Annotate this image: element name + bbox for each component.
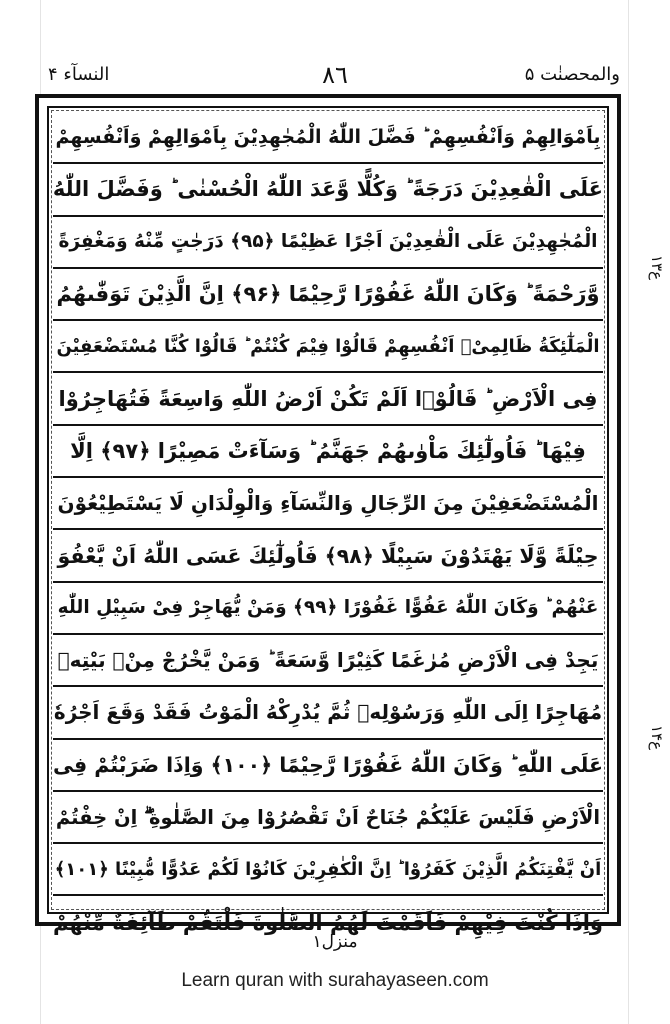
- verse-line: [53, 740, 603, 792]
- site-credit: Learn quran with surahayaseen.com: [181, 970, 489, 991]
- verse-line-text: الْمُسْتَضْعَفِیْنَ مِنَ الرِّجَالِ وَالنِّسَآءِ وَالْوِلْدَانِ لَا یَسْتَطِیْعُوْنَ: [57, 491, 599, 516]
- verse-line: [53, 844, 603, 896]
- verse-line: [53, 321, 603, 373]
- verse-line-text: الْمُجٰهِدِیْنَ عَلَى الْقٰعِدِیْنَ اَجْرًا عَظِیْمًا ﴿۹۵﴾ دَرَجٰتٍ مِّنْهُ وَمَغْفِرَةً: [58, 231, 598, 253]
- verse-line-text: الْمَلٰٓئِكَةُ ظَالِمِیْۤ اَنْفُسِهِمْ قَالُوْا فِیْمَ كُنْتُمْ ؕ قَالُوْا كُنَّا مُسْتَضْعَفِیْنَ: [56, 335, 600, 357]
- verse-line: [53, 792, 603, 844]
- verse-lines: [53, 112, 603, 935]
- verse-line-text: یَجِدْ فِی الْاَرْضِ مُرٰغَمًا كَثِیْرًا وَّسَعَةً ؕ وَمَنْ یَّخْرُجْ مِنْۢ بَیْتِهٖ: [57, 648, 599, 673]
- verse-line-text: مُهَاجِرًا اِلَى اللّٰهِ وَرَسُوْلِهٖ ثُمَّ یُدْرِكْهُ الْمَوْتُ فَقَدْ وَقَعَ اَجْرُهٗ: [53, 700, 603, 725]
- manzil-label: منزل۱: [312, 932, 358, 952]
- verse-line: [53, 217, 603, 269]
- verse-line: [53, 530, 603, 582]
- verse-line-text: وَاِذَا كُنْتَ فِیْهِمْ فَاَقَمْتَ لَهُمُ الصَّلٰوةَ فَلْتَقُمْ طَآئِفَةٌ مِّنْهُمْ: [53, 910, 603, 935]
- verse-line: [53, 478, 603, 530]
- verse-line: [53, 426, 603, 478]
- verse-line-text: عَلَى اللّٰهِ ؕ وَكَانَ اللّٰهُ غَفُوْرًا رَّحِیْمًا ﴿۱۰۰﴾ وَاِذَا ضَرَبْتُمْ فِی: [53, 752, 603, 777]
- verse-line-text: حِیْلَةً وَّلَا یَهْتَدُوْنَ سَبِیْلًا ﴿۹۸﴾ فَاُولٰٓئِكَ عَسَى اللّٰهُ اَنْ یَّعْفُوَ: [57, 543, 599, 568]
- verse-line: [53, 164, 603, 216]
- page-number: ٨٦: [322, 61, 348, 89]
- verse-line: [53, 269, 603, 321]
- verse-line: [53, 635, 603, 687]
- verse-line: [53, 112, 603, 164]
- verse-line-text: بِاَمْوَالِهِمْ وَاَنْفُسِهِمْ ؕ فَضَّلَ اللّٰهُ الْمُجٰهِدِیْنَ بِاَمْوَالِهِمْ وَاَنْفُسِهِمْ: [55, 126, 601, 149]
- verse-line-text: فِی الْاَرْضِ ؕ قَالُوْۤا اَلَمْ تَكُنْ اَرْضُ اللّٰهِ وَاسِعَةً فَتُهَاجِرُوْا: [58, 386, 598, 411]
- verse-line-text: عَلَى الْقٰعِدِیْنَ دَرَجَةً ؕ وَكُلًّا وَّعَدَ اللّٰهُ الْحُسْنٰى ؕ وَفَضَّلَ اللّٰهُ: [53, 177, 603, 202]
- page-header: [42, 60, 628, 90]
- ruku-marker: ع۱۳: [648, 255, 666, 281]
- juz-name: والمحصنٰت ۵: [524, 64, 620, 85]
- verse-line-text: فِیْهَا ؕ فَاُولٰٓئِكَ مَاْوٰىهُمْ جَهَنَّمُ ؕ وَسَآءَتْ مَصِیْرًا ﴿۹۷﴾ اِلَّا: [70, 438, 586, 463]
- verse-line: [53, 583, 603, 635]
- verse-line: [53, 687, 603, 739]
- surah-name: النسآء ۴: [48, 64, 110, 85]
- page-guide-right: [628, 0, 629, 1024]
- verse-line: [53, 373, 603, 425]
- verse-line-text: الْاَرْضِ فَلَیْسَ عَلَیْكُمْ جُنَاحٌ اَنْ تَقْصُرُوْا مِنَ الصَّلٰوةِ ۖۗ اِنْ خِفْتُمْ: [55, 805, 601, 829]
- verse-line-text: وَّرَحْمَةً ؕ وَكَانَ اللّٰهُ غَفُوْرًا رَّحِیْمًا ﴿۹۶﴾ اِنَّ الَّذِیْنَ تَوَفّٰىهُمُ: [56, 282, 600, 307]
- verse-line-text: عَنْهُمْ ؕ وَكَانَ اللّٰهُ عَفُوًّا غَفُوْرًا ﴿۹۹﴾ وَمَنْ یُّهَاجِرْ فِیْ سَبِیْلِ اللّٰهِ: [57, 597, 599, 619]
- ruku-marker: ع۱۴: [648, 725, 666, 751]
- verse-line-text: اَنْ یَّفْتِنَكُمُ الَّذِیْنَ كَفَرُوْا ؕ اِنَّ الْكٰفِرِیْنَ كَانُوْا لَكُمْ عَدُوًّا مُّبِیْنًا ﴿۱۰۱﴾: [54, 858, 602, 880]
- text-frame: [35, 94, 621, 935]
